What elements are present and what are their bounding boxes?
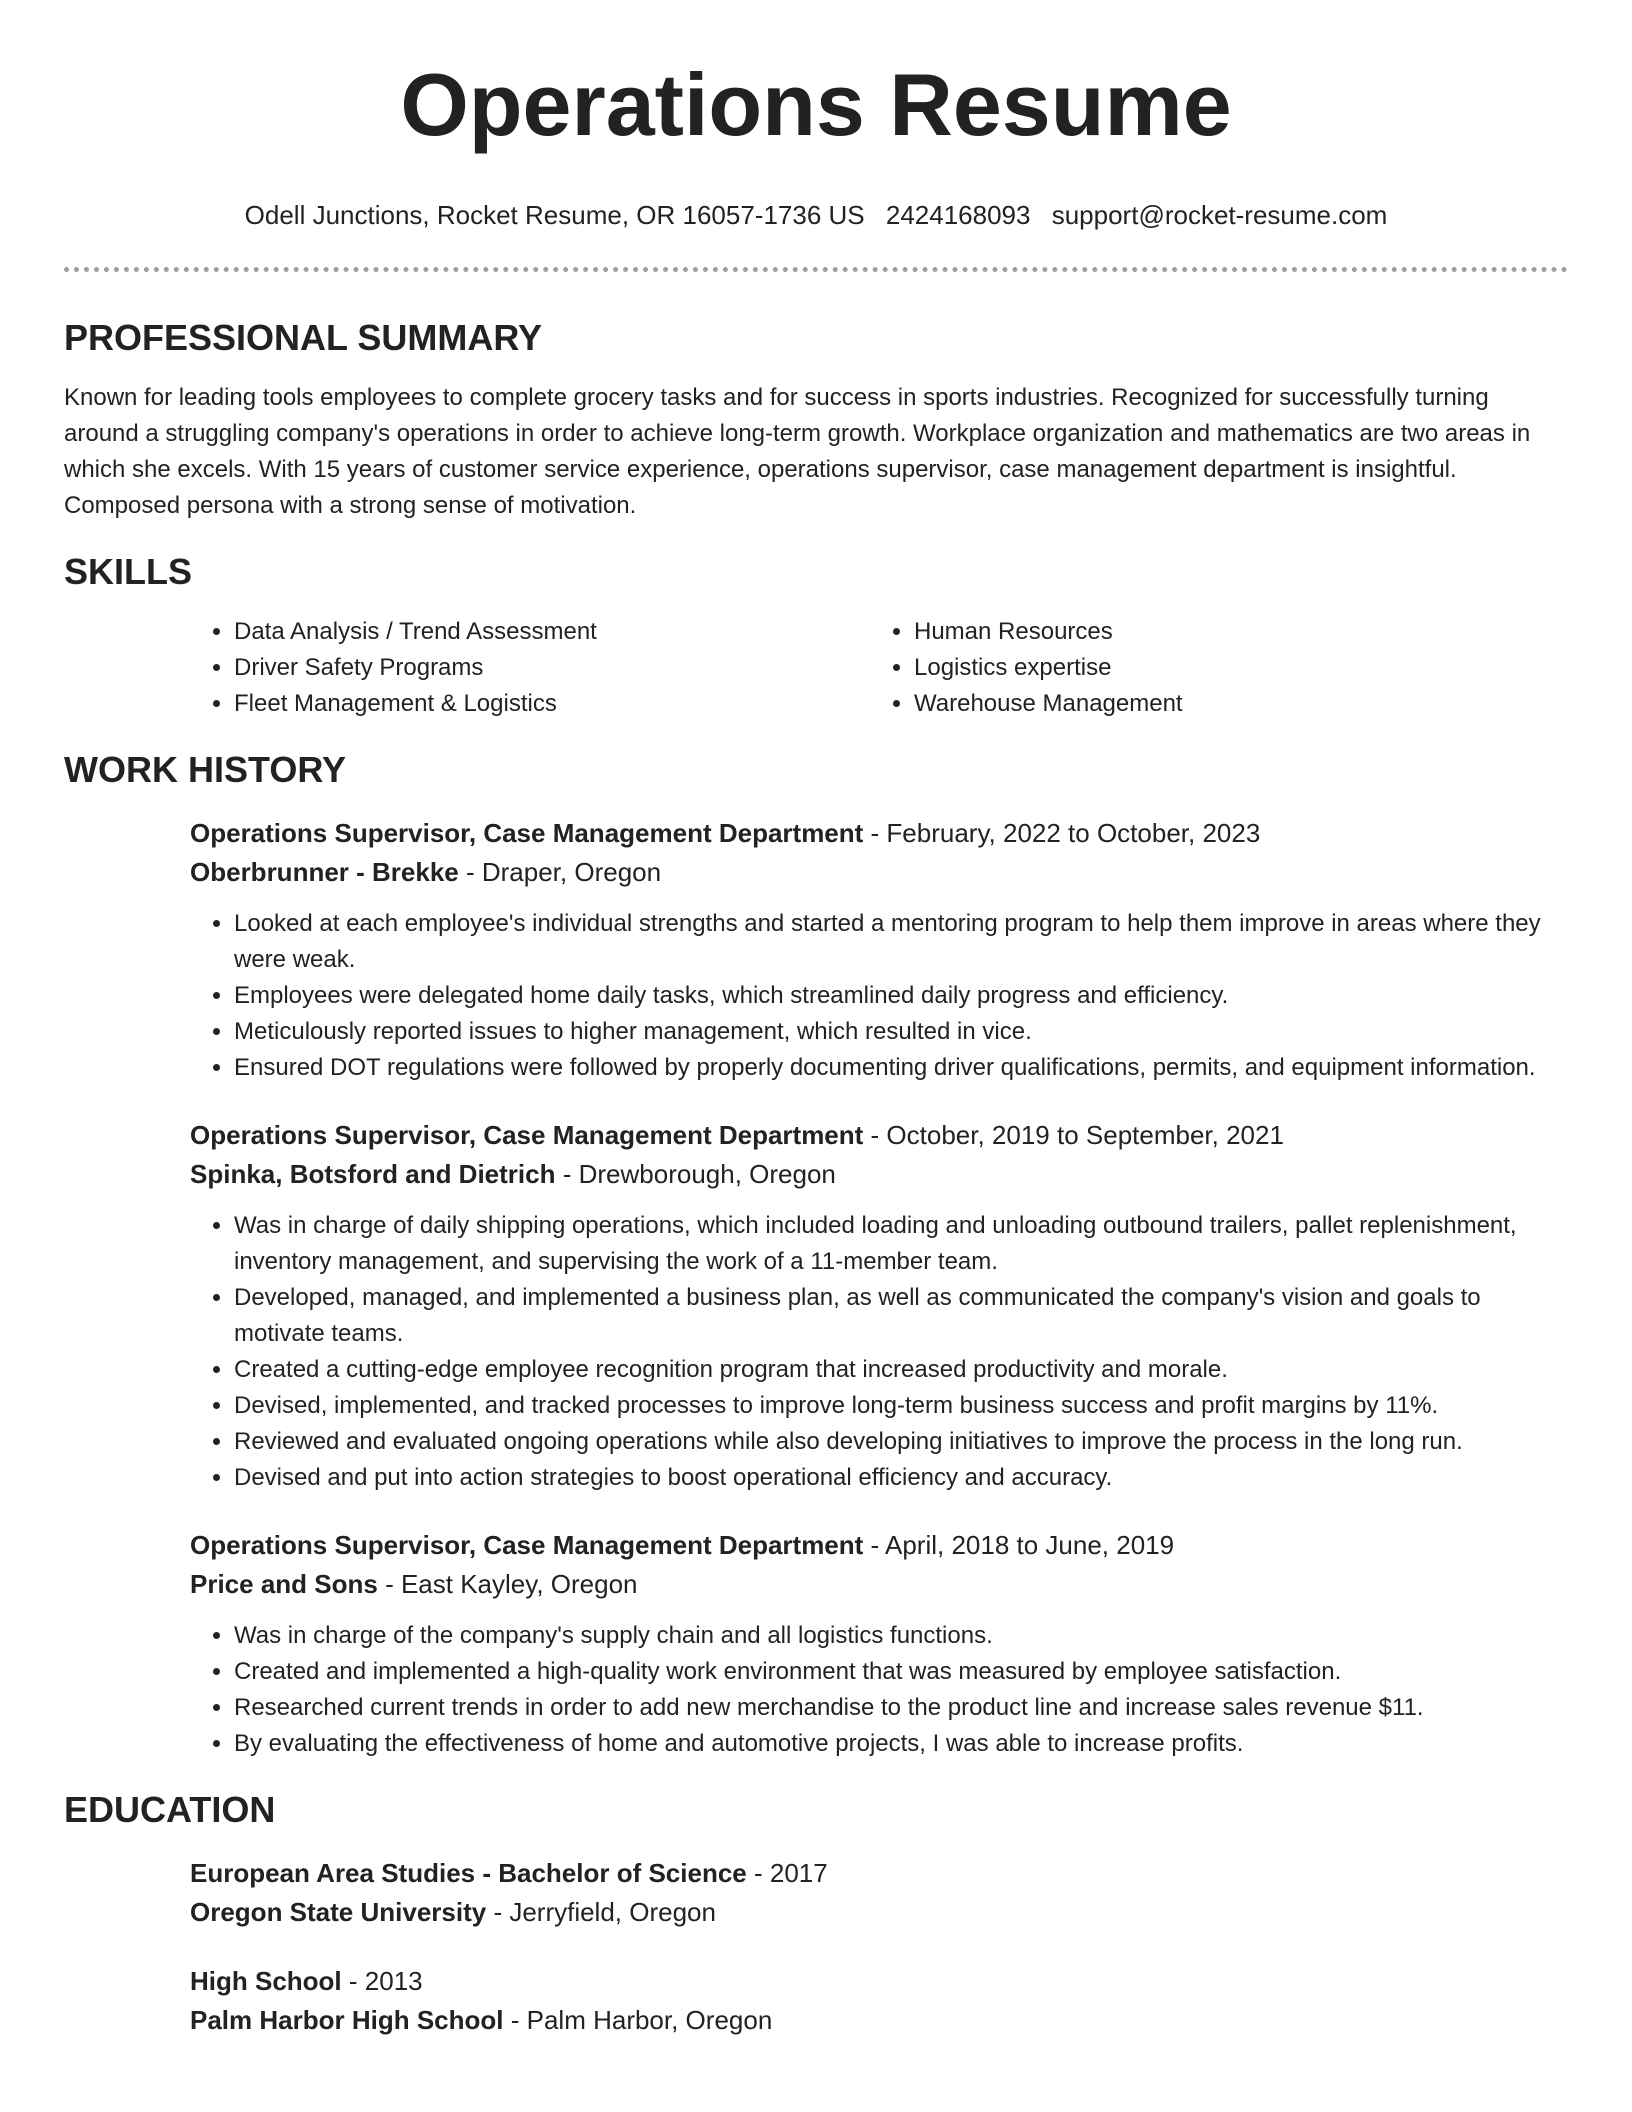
education-school-line [190,1893,1568,1932]
job-bullets [190,906,1568,1086]
job-dates: - February, 2022 to October, 2023 [870,818,1261,848]
job-bullet: • Meticulously reported issues to higher management, which resulted in vice. [234,1014,1568,1050]
skill-item: • Logistics expertise [914,650,1550,686]
job-entry [190,1116,1568,1496]
header-divider [64,267,1568,272]
skills-heading: SKILLS [64,551,193,592]
address-text: Odell Junctions, Rocket Resume, OR 16057-1736 US [244,200,865,230]
skill-item: • Data Analysis / Trend Assessment [234,614,870,650]
education-school-line [190,2001,1568,2040]
job-company: Price and Sons [190,1569,378,1599]
skills-column-right [870,614,1550,722]
education-school: Oregon State University [190,1897,487,1927]
job-entry [190,814,1568,1086]
job-bullet: • Looked at each employee's individual strengths and started a mentoring program to help them improve in areas where they were weak. [234,906,1568,978]
job-dates: - October, 2019 to September, 2021 [870,1120,1284,1150]
education-year: - 2013 [348,1966,423,1996]
phone-text: 2424168093 [885,200,1031,230]
contact-line [64,197,1568,233]
job-bullet: • Created and implemented a high-quality work environment that was measured by employee satisfaction. [234,1654,1568,1690]
job-bullet: • Created a cutting-edge employee recognition program that increased productivity and morale. [234,1352,1568,1388]
job-company-line [190,1155,1568,1194]
email-text: support@rocket-resume.com [1051,200,1388,230]
job-position: Operations Supervisor, Case Management Department [190,1530,864,1560]
job-company: Spinka, Botsford and Dietrich [190,1159,556,1189]
job-position: Operations Supervisor, Case Management Department [190,1120,864,1150]
skill-item: • Driver Safety Programs [234,650,870,686]
education-location: - Jerryfield, Oregon [493,1897,716,1927]
job-location: - East Kayley, Oregon [385,1569,638,1599]
education-entry [190,1854,1568,1932]
job-bullet: • Devised, implemented, and tracked processes to improve long-term business success and profit margins by 11%. [234,1388,1568,1424]
job-company: Oberbrunner - Brekke [190,857,459,887]
summary-text: Known for leading tools employees to complete grocery tasks and for success in sports industries. Recognized for successfully turning around a struggling company's operations in order to achieve long-term growth. Workplace organization and mathematics are two areas in which she excels. With 15 years of customer service experience, operations supervisor, case management department is insightful. Composed persona with a strong sense of motivation. [64,384,1531,519]
job-title-line [190,1116,1568,1155]
job-dates: - April, 2018 to June, 2019 [870,1530,1175,1560]
education-entry [190,1962,1568,2040]
education-degree: High School [190,1966,342,1996]
job-bullet: • Ensured DOT regulations were followed by properly documenting driver qualifications, permits, and equipment information. [234,1050,1568,1086]
job-entry [190,1526,1568,1762]
education-degree-line [190,1854,1568,1893]
job-bullet: • Devised and put into action strategies to boost operational efficiency and accuracy. [234,1460,1568,1496]
job-bullet: • Developed, managed, and implemented a business plan, as well as communicated the company's vision and goals to motivate teams. [234,1280,1568,1352]
job-company-line [190,1565,1568,1604]
education-location: - Palm Harbor, Oregon [510,2005,773,2035]
job-bullet: • Was in charge of daily shipping operations, which included loading and unloading outbound trailers, pallet replenishment, inventory management, and supervising the work of a 11-member team. [234,1208,1568,1280]
job-bullet: • Researched current trends in order to add new merchandise to the product line and increase sales revenue $11. [234,1690,1568,1726]
job-bullets [190,1618,1568,1762]
job-bullets [190,1208,1568,1496]
job-bullet: • Employees were delegated home daily tasks, which streamlined daily progress and efficiency. [234,978,1568,1014]
job-location: - Drewborough, Oregon [562,1159,836,1189]
education-heading: EDUCATION [64,1789,276,1830]
education-school: Palm Harbor High School [190,2005,504,2035]
skill-item: • Human Resources [914,614,1550,650]
job-bullet: • Reviewed and evaluated ongoing operations while also developing initiatives to improve the process in the long run. [234,1424,1568,1460]
job-bullet: • Was in charge of the company's supply chain and all logistics functions. [234,1618,1568,1654]
education-degree-line [190,1962,1568,2001]
education-year: - 2017 [754,1858,828,1888]
job-title-line [190,1526,1568,1565]
resume-title: Operations Resume [400,55,1232,154]
skill-item: • Warehouse Management [914,686,1550,722]
skills-column-left [190,614,870,722]
job-title-line [190,814,1568,853]
work-history-heading: WORK HISTORY [64,749,347,790]
education-degree: European Area Studies - Bachelor of Science [190,1858,747,1888]
job-company-line [190,853,1568,892]
summary-heading: PROFESSIONAL SUMMARY [64,317,543,358]
skills-list [190,614,1568,722]
skill-item: • Fleet Management & Logistics [234,686,870,722]
job-location: - Draper, Oregon [465,857,662,887]
job-bullet: • By evaluating the effectiveness of home and automotive projects, I was able to increase profits. [234,1726,1568,1762]
job-position: Operations Supervisor, Case Management Department [190,818,864,848]
